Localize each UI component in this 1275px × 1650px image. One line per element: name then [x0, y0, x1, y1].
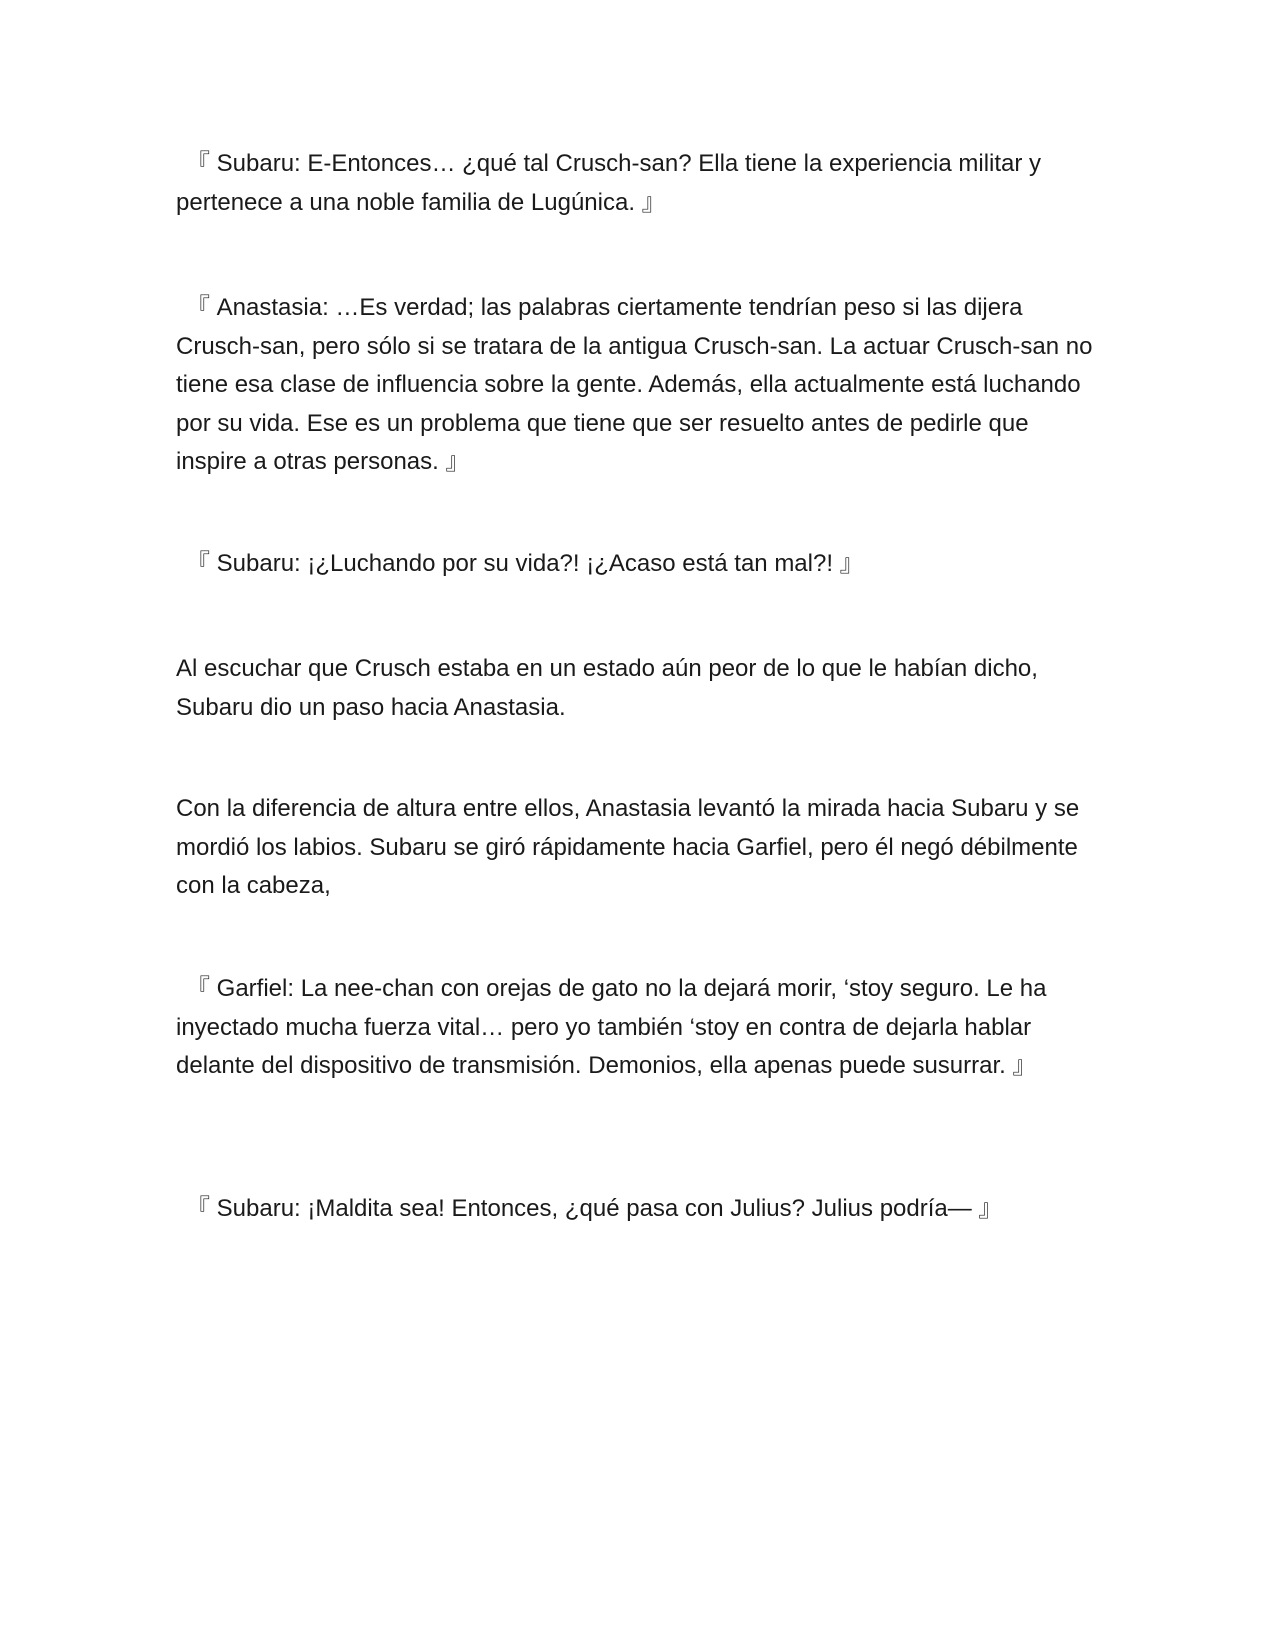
- narration-height-difference: Con la diferencia de altura entre ellos, Anastasia levantó la mirada hacia Subaru y se mordió los labios. Subaru se giró rápidamente hacia Garfiel, pero él negó débilmente con la cabeza,: [176, 795, 1080, 899]
- dialogue-subaru-julius: 『 Subaru: ¡Maldita sea! Entonces, ¿qué pasa con Julius? Julius podría— 』: [186, 1195, 1003, 1222]
- dialogue-subaru-shock: 『 Subaru: ¡¿Luchando por su vida?! ¡¿Acaso está tan mal?! 』: [186, 550, 864, 577]
- narration-step-toward-anastasia: Al escuchar que Crusch estaba en un estado aún peor de lo que le habían dicho, Subaru dio un paso hacia Anastasia.: [176, 655, 1038, 721]
- dialogue-anastasia-response: 『 Anastasia: …Es verdad; las palabras ciertamente tendrían peso si las dijera Crusch-san, pero sólo si se tratara de la antigua Crusch-san. La actuar Crusch-san no tiene esa clase de influencia sobre la gente. Además, ella actualmente está luchando por su vida. Ese es un problema que tiene que ser resuelto antes de pedirle que inspire a otras personas. 』: [176, 294, 1093, 475]
- dialogue-garfiel: 『 Garfiel: La nee-chan con orejas de gato no la dejará morir, ‘stoy seguro. Le ha inyectado mucha fuerza vital… pero yo también ‘stoy en contra de dejarla hablar delante del dispositivo de transmisión. Demonios, ella apenas puede susurrar. 』: [176, 975, 1047, 1079]
- dialogue-subaru-crusch: 『 Subaru: E-Entonces… ¿qué tal Crusch-san? Ella tiene la experiencia militar y pertenece a una noble familia de Lugúnica. 』: [176, 150, 1042, 216]
